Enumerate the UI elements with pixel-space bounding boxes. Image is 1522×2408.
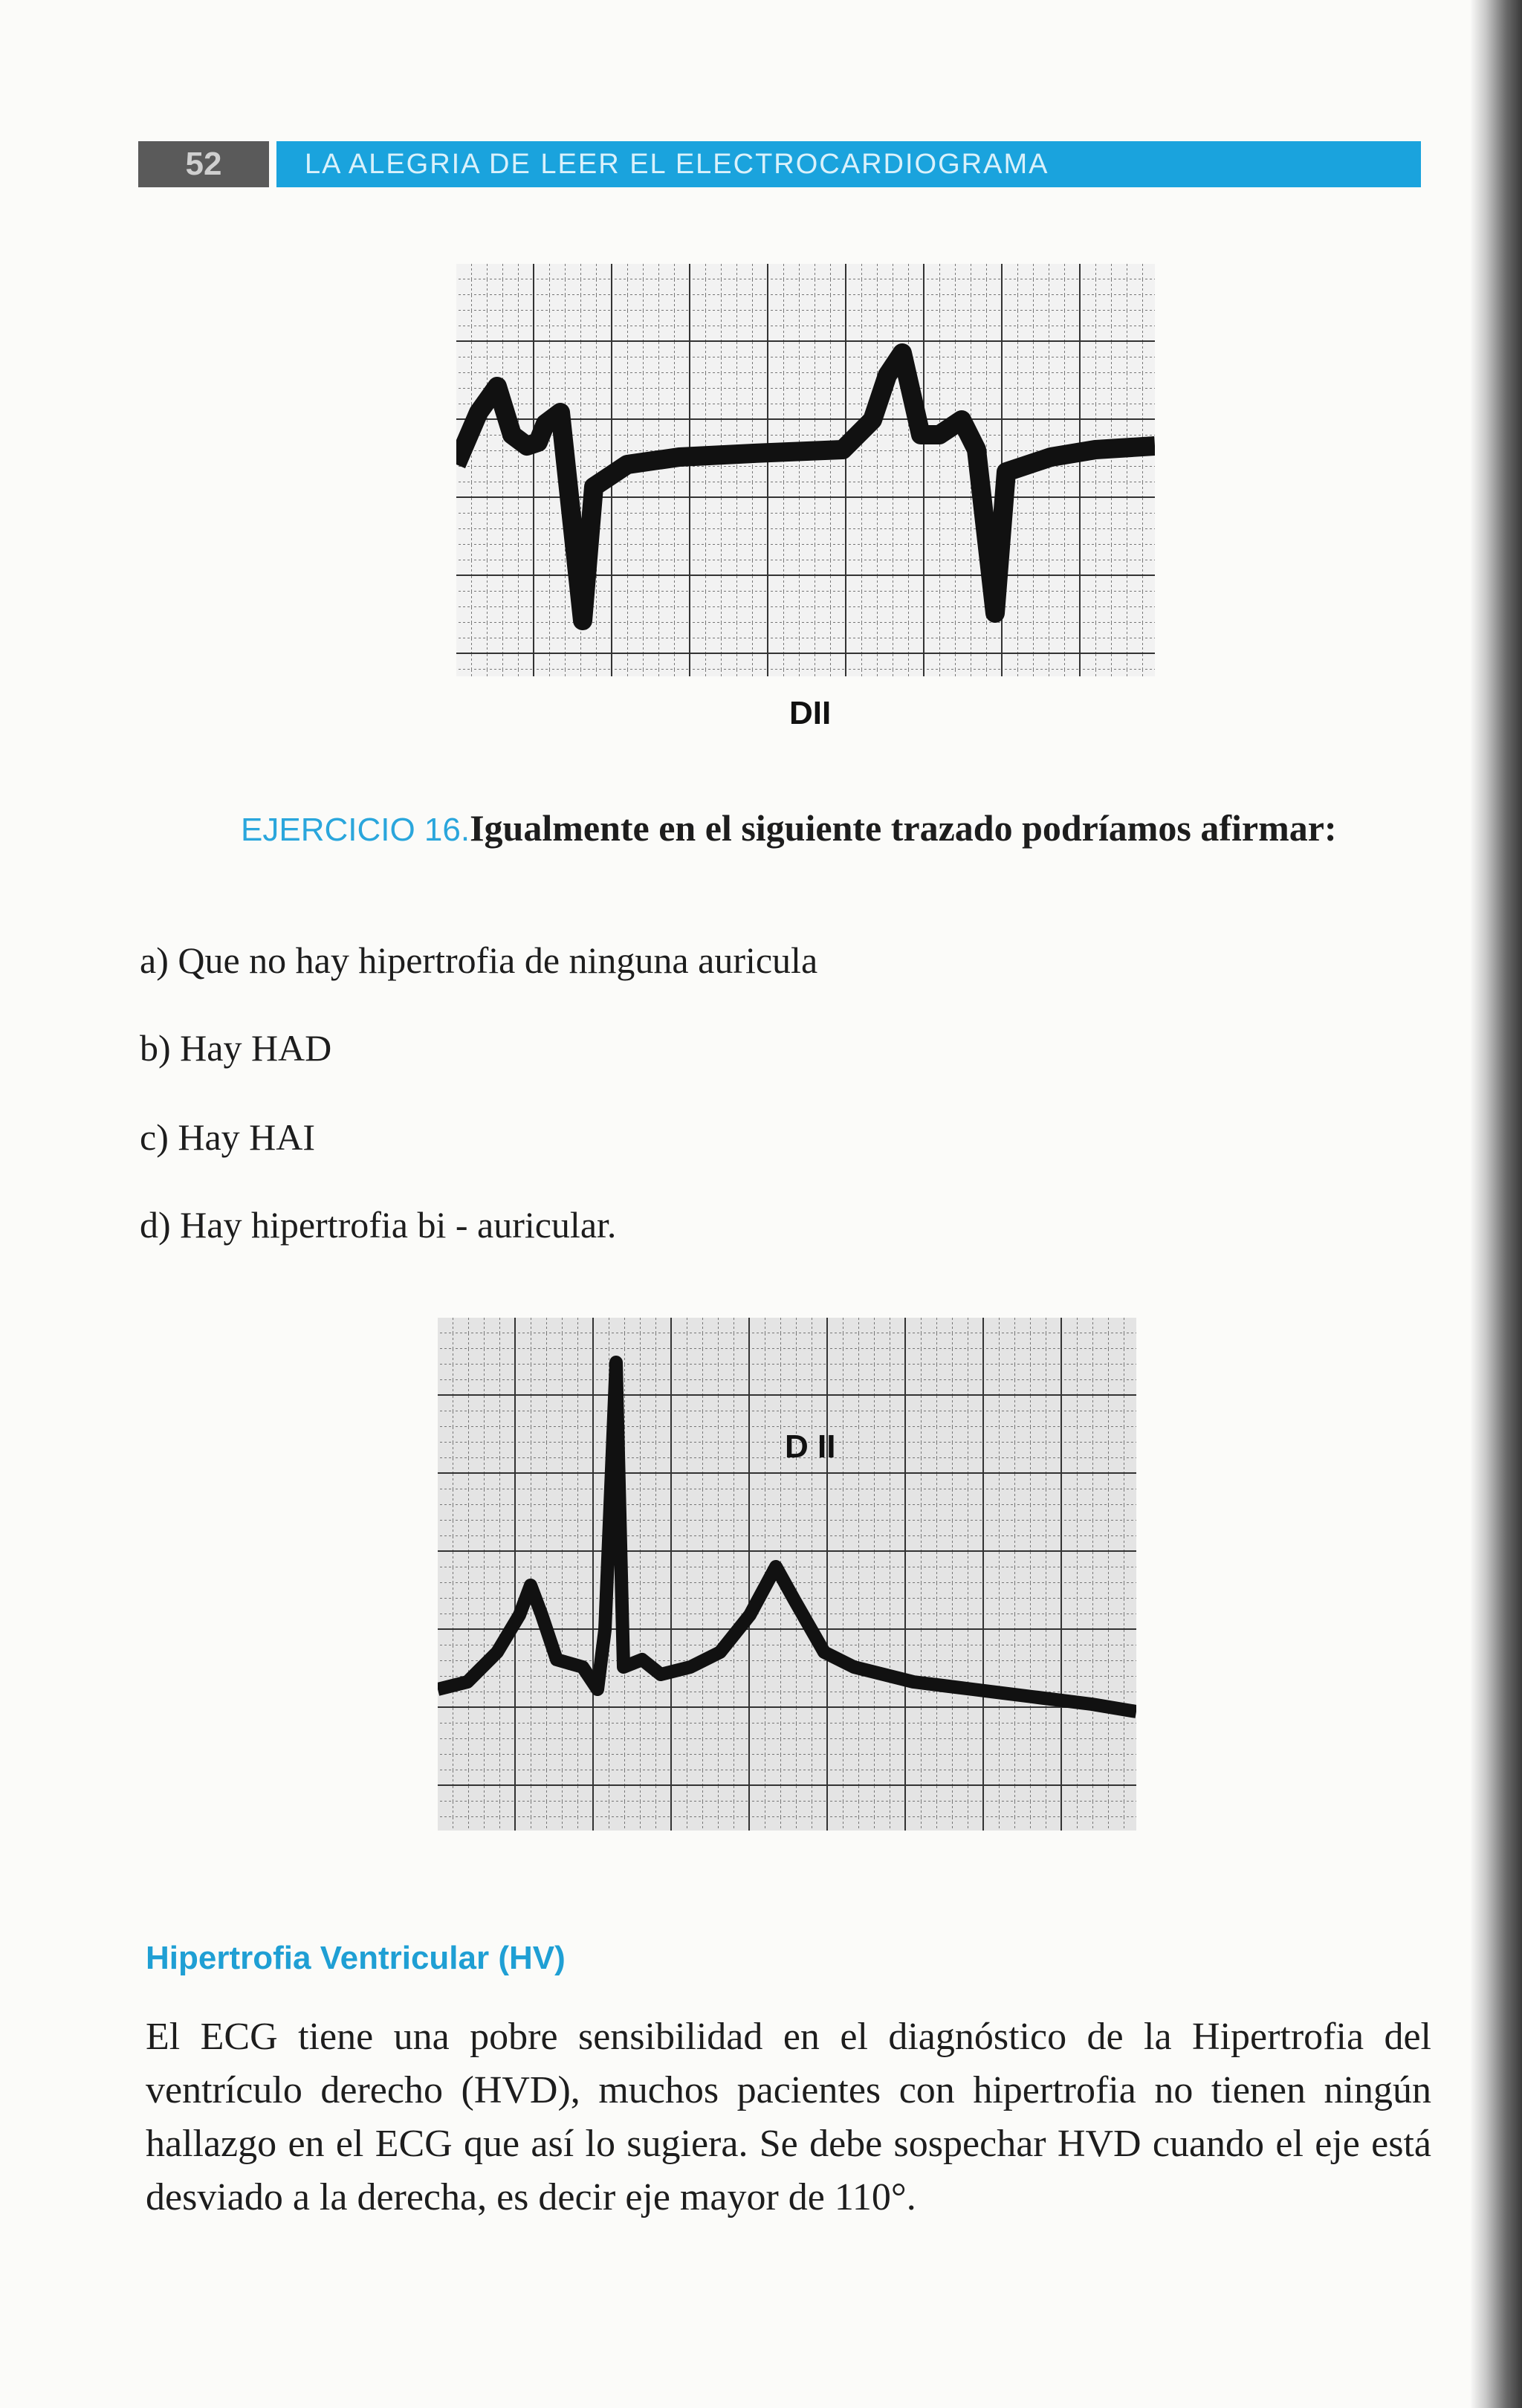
option-a: a) Que no hay hipertrofia de ninguna auricula <box>140 939 818 981</box>
lead-label-d-ii: D II <box>785 1428 836 1465</box>
ecg-strip-2 <box>438 1318 1136 1831</box>
section-heading: Hipertrofia Ventricular (HV) <box>146 1940 566 1976</box>
option-c: c) Hay HAI <box>140 1116 316 1158</box>
page-number: 52 <box>138 141 269 187</box>
body-paragraph: El ECG tiene una pobre sensibilidad en el diagnóstico de la Hipertrofia del ventrículo derecho (HVD), muchos pacientes con hipertrofia no tienen ningún hallazgo en el ECG que así lo sugiera. Se debe sospechar HVD cuando el eje está desviado a la derecha, es decir eje mayor de 110°. <box>146 2016 1431 2218</box>
option-d: d) Hay hipertrofia bi - auricular. <box>140 1204 617 1246</box>
option-b: b) Hay HAD <box>140 1027 332 1069</box>
exercise-tag: EJERCICIO 16. <box>241 812 470 848</box>
page-edge-shadow <box>1470 0 1522 2408</box>
exercise-16-question <box>146 801 1431 857</box>
exercise-text: Igualmente en el siguiente trazado podríamos afirmar: <box>470 807 1337 849</box>
running-header: LA ALEGRIA DE LEER EL ELECTROCARDIOGRAMA <box>276 141 1421 187</box>
ecg-strip-1 <box>456 264 1155 676</box>
lead-label-dii: DII <box>789 695 832 731</box>
